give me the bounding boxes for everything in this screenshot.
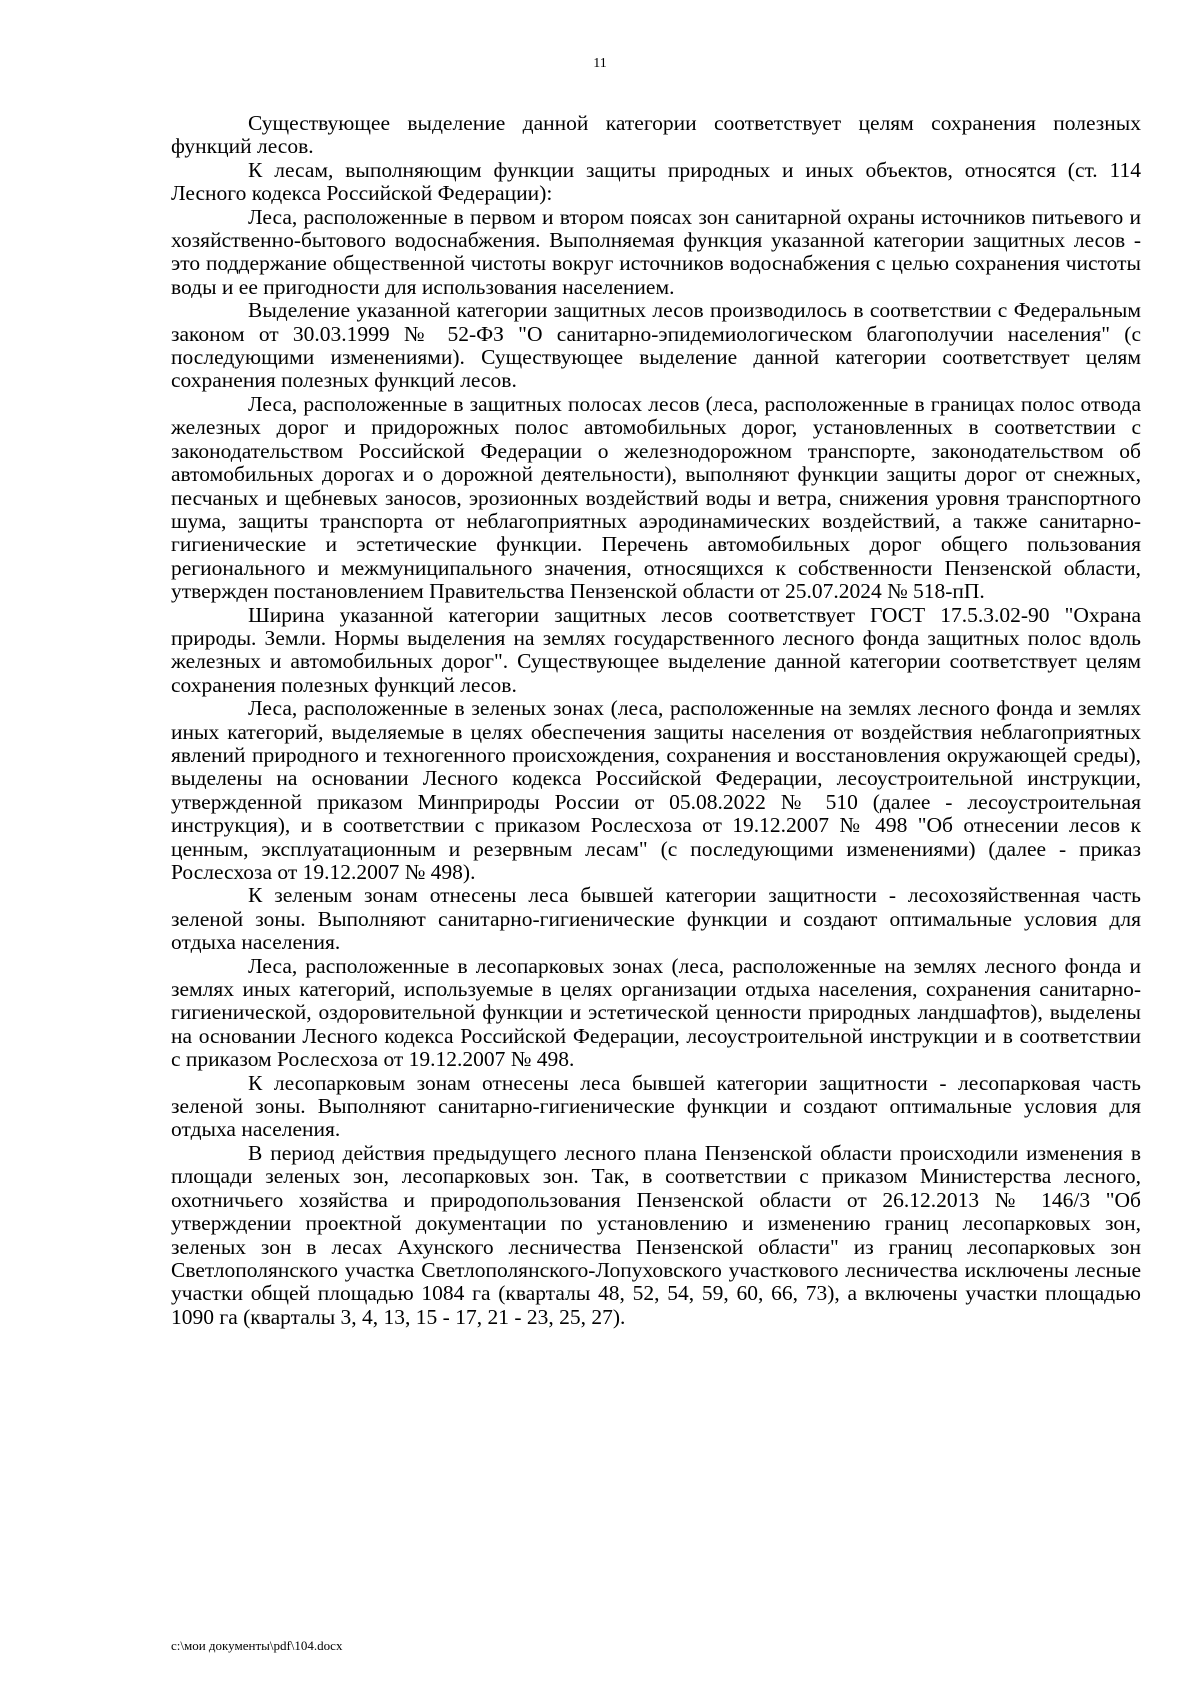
paragraph: Леса, расположенные в первом и втором поясах зон санитарной охраны источников питьевого и хозяйственно-бытового водоснабжения. Выполняемая функция указанной категории защитных лесов - это поддержание общественной чистоты вокруг источников водоснабжения с целью сохранения чистоты воды и ее пригодности для использования населением. (171, 204, 1141, 299)
document-body (171, 112, 1141, 1329)
paragraph: В период действия предыдущего лесного плана Пензенской области происходили изменения в площади зеленых зон, лесопарковых зон. Так, в соответствии с приказом Министерства лесного, охотничьего хозяйства и природопользования Пензенской области от 26.12.2013 № 146/3 "Об утверждении проектной документации по установлению и изменению границ лесопарковых зон, зеленых зон в лесах Ахунского лесничества Пензенской области" из границ лесопарковых зон Светлополянского участка Светлополянского-Лопуховского участкового лесничества исключены лесные участки общей площадью 1084 га (кварталы 48, 52, 54, 59, 60, 66, 73), а включены участки площадью 1090 га (кварталы 3, 4, 13, 15 - 17, 21 - 23, 25, 27). (171, 1140, 1141, 1329)
paragraph: Ширина указанной категории защитных лесов соответствует ГОСТ 17.5.3.02-90 "Охрана природы. Земли. Нормы выделения на землях государственного лесного фонда защитных полос вдоль железных и автомобильных дорог". Существующее выделение данной категории соответствует целям сохранения полезных функций лесов. (171, 602, 1141, 697)
paragraph: Леса, расположенные в защитных полосах лесов (леса, расположенные в границах полос отвода железных дорог и придорожных полос автомобильных дорог, установленных в соответствии с законодательством Российской Федерации о железнодорожном транспорте, законодательством об автомобильных дорогах и о дорожной деятельности), выполняют функции защиты дорог от снежных, песчаных и щебневых заносов, эрозионных воздействий воды и ветра, снижения уровня транспортного шума, защиты транспорта от неблагоприятных аэродинамических воздействий, а также санитарно-гигиенические и эстетические функции. Перечень автомобильных дорог общего пользования регионального и межмуниципального значения, относящихся к собственности Пензенской области, утвержден постановлением Правительства Пензенской области от 25.07.2024 № 518-пП. (171, 391, 1141, 604)
page-number: 11 (593, 56, 607, 71)
paragraph: К зеленым зонам отнесены леса бывшей категории защитности - лесохозяйственная часть зеленой зоны. Выполняют санитарно-гигиенические функции и создают оптимальные условия для отдыха населения. (171, 883, 1141, 955)
paragraph: Леса, расположенные в зеленых зонах (леса, расположенные на землях лесного фонда и землях иных категорий, выделяемые в целях обеспечения защиты населения от воздействия неблагоприятных явлений природного и техногенного происхождения, сохранения и восстановления окружающей среды), выделены на основании Лесного кодекса Российской Федерации, лесоустроительной инструкции, утвержденной приказом Минприроды России от 05.08.2022 № 510 (далее - лесоустроительная инструкция), и в соответствии с приказом Рослесхоза от 19.12.2007 № 498 "Об отнесении лесов к ценным, эксплуатационным и резервным лесам" (с последующими изменениями) (далее - приказ Рослесхоза от 19.12.2007 № 498). (171, 696, 1141, 884)
paragraph: Леса, расположенные в лесопарковых зонах (леса, расположенные на землях лесного фонда и землях иных категорий, используемые в целях организации отдыха населения, сохранения санитарно-гигиенической, оздоровительной функции и эстетической ценности природных ландшафтов), выделены на основании Лесного кодекса Российской Федерации, лесоустроительной инструкции и в соответствии с приказом Рослесхоза от 19.12.2007 № 498. (171, 953, 1141, 1072)
paragraph: К лесам, выполняющим функции защиты природных и иных объектов, относятся (ст. 114 Лесного кодекса Российской Федерации): (171, 157, 1141, 206)
paragraph: Существующее выделение данной категории соответствует целям сохранения полезных функций лесов. (171, 111, 1141, 159)
footer-file-path: c:\мои документы\pdf\104.docx (171, 1638, 343, 1653)
paragraph: К лесопарковым зонам отнесены леса бывшей категории защитности - лесопарковая часть зеленой зоны. Выполняют санитарно-гигиенические функции и создают оптимальные условия для отдыха населения. (171, 1070, 1141, 1142)
paragraph: Выделение указанной категории защитных лесов производилось в соответствии с Федеральным законом от 30.03.1999 № 52-ФЗ "О санитарно-эпидемиологическом благополучии населения" (с последующими изменениями). Существующее выделение данной категории соответствует целям сохранения полезных функций лесов. (171, 298, 1141, 393)
